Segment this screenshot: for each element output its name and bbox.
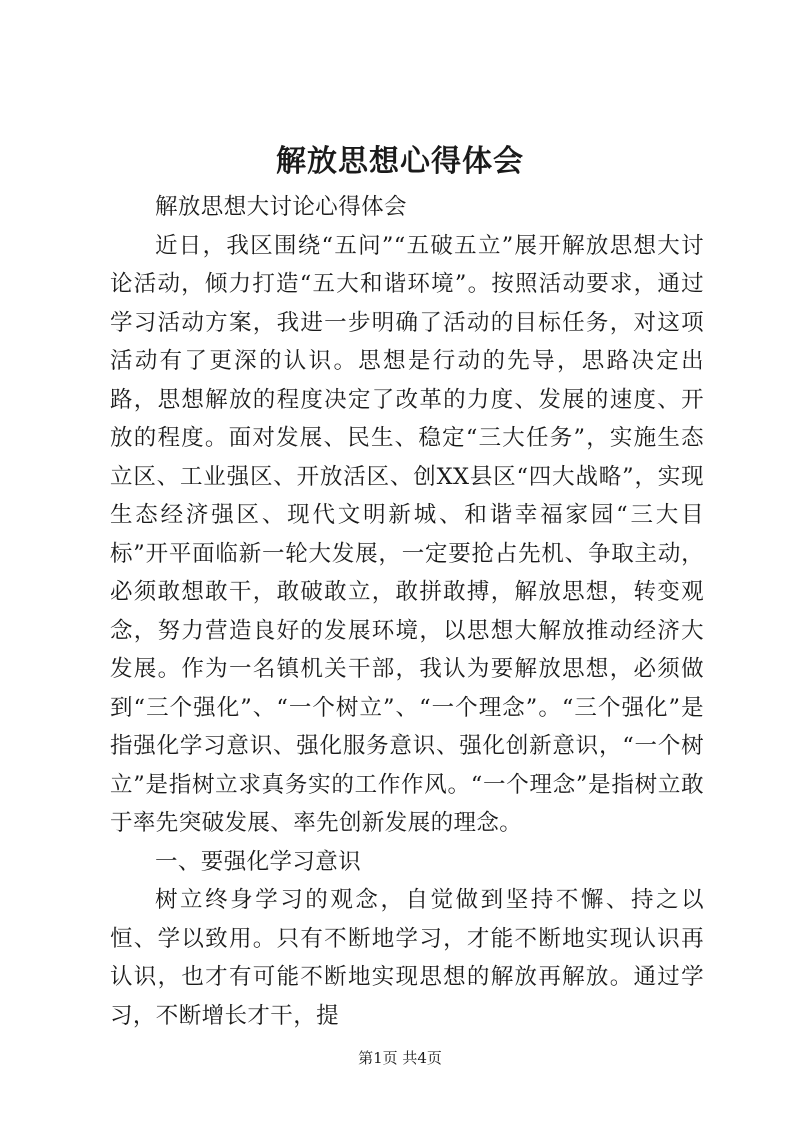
body-paragraph: 树立终身学习的观念，自觉做到坚持不懈、持之以恒、学以致用。只有不断地学习，才能不断地实现认识再认识，也才有可能不断地实现思想的解放再解放。通过学习，不断增长才干，提	[110, 887, 704, 1029]
document-title: 解放思想心得体会	[276, 144, 524, 179]
page-footer: 第1页 共4页	[358, 1049, 442, 1067]
subtitle-paragraph: 解放思想大讨论心得体会	[155, 194, 407, 220]
body-paragraph: 近日，我区围绕“五问”“五破五立”展开解放思想大讨论活动，倾力打造“五大和谐环境”。按照活动要求，通过学习活动方案，我进一步明确了活动的目标任务，对这项活动有了更深的认识。思想是行动的先导，思路决定出路，思想解放的程度决定了改革的力度、发展的速度、开放的程度。面对发展、民生、稳定“三大任务”，实施生态立区、工业强区、开放活区、创XX县区“四大战略”，实现生态经济强区、现代文明新城、和谐幸福家园“三大目标”开平面临新一轮大发展，一定要抢占先机、争取主动，必须敢想敢干，敢破敢立，敢拼敢搏，解放思想，转变观念，努力营造良好的发展环境，以思想大解放推动经济大发展。作为一名镇机关干部，我认为要解放思想，必须做到“三个强化”、“一个树立”、“一个理念”。“三个强化”是指强化学习意识、强化服务意识、强化创新意识，“一个树立”是指树立求真务实的工作作风。“一个理念”是指树立敢于率先突破发展、率先创新发展的理念。	[110, 232, 704, 836]
document-body	[110, 188, 704, 1035]
section-heading: 一、要强化学习意识	[155, 848, 362, 875]
